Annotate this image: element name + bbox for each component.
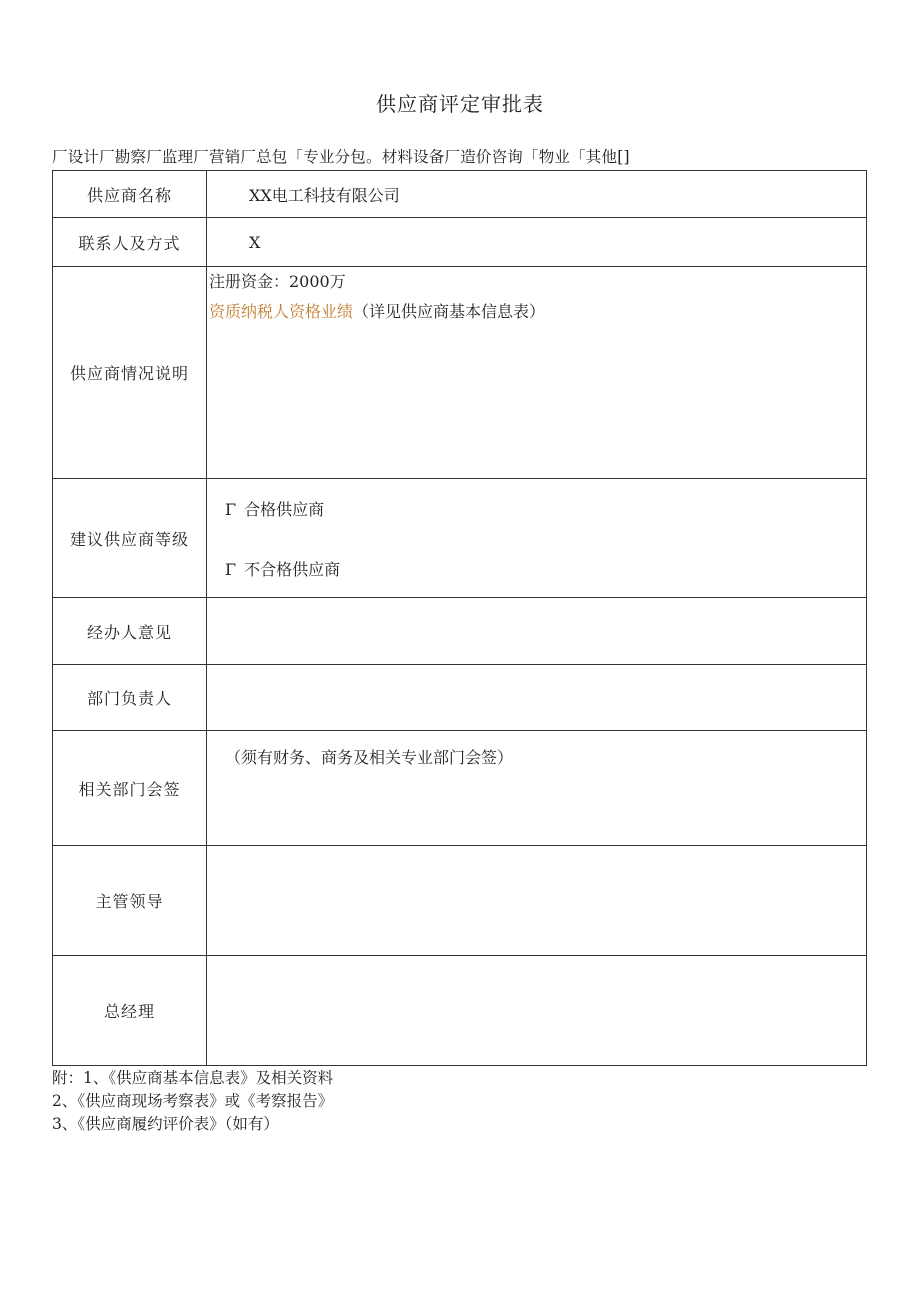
table-row-related-dept [53,731,867,846]
dept-head-label: 部门负责人 [53,665,207,731]
table-row-supervisor [53,846,867,956]
supervisor-label: 主管领导 [53,846,207,956]
grade-option-qualified-label: 合格供应商 [244,500,325,519]
dept-head-cell[interactable] [207,665,867,731]
supplier-name-label: 供应商名称 [53,171,207,218]
grade-option-unqualified[interactable] [225,557,340,580]
table-row-grade [53,479,867,598]
page-title: 供应商评定审批表 [376,92,544,116]
table-row-contact [53,218,867,267]
attachment-line-3: 3、《供应商履约评价表》（如有） [52,1115,279,1133]
grade-cell [207,479,867,598]
table-row-dept-head [53,665,867,731]
general-manager-label: 总经理 [53,956,207,1066]
category-line: 厂设计厂勘察厂监理厂营销厂总包「专业分包。材料设备厂造价咨询「物业「其他[] [52,148,630,166]
table-row-supplier-name [53,171,867,218]
approval-table [52,170,867,1066]
situation-label: 供应商情况说明 [53,267,207,479]
handler-opinion-label: 经办人意见 [53,598,207,665]
contact-label: 联系人及方式 [53,218,207,267]
table-row-general-manager [53,956,867,1066]
supplier-name-value: XX电工科技有限公司 [249,185,400,205]
handler-opinion-cell[interactable] [207,598,867,665]
contact-cell[interactable] [207,218,867,267]
attachment-line-2: 2、《供应商现场考察表》或《考察报告》 [52,1092,334,1110]
contact-value: X [249,232,261,252]
attachment-line-1: 附：1、《供应商基本信息表》及相关资料 [52,1069,334,1087]
table-row-handler-opinion [53,598,867,665]
checkbox-icon[interactable]: Γ [225,560,237,579]
supplier-name-cell[interactable] [207,171,867,218]
registered-capital: 注册资金：2000万 [209,272,346,291]
general-manager-cell[interactable] [207,956,867,1066]
grade-option-qualified[interactable] [225,497,324,520]
qualification-line [207,297,866,327]
related-dept-label: 相关部门会签 [53,731,207,846]
related-dept-cell[interactable] [207,731,867,846]
attachments-note [52,1067,333,1136]
checkbox-icon[interactable]: Γ [225,500,237,519]
grade-label: 建议供应商等级 [53,479,207,598]
related-dept-note: （须有财务、商务及相关专业部门会签） [225,748,514,767]
qualification-highlight: 资质纳税人资格业绩 [209,302,354,321]
situation-cell[interactable] [207,267,867,479]
qualification-note: （详见供应商基本信息表） [353,302,546,321]
grade-option-unqualified-label: 不合格供应商 [244,560,341,579]
supervisor-cell[interactable] [207,846,867,956]
table-row-situation [53,267,867,479]
